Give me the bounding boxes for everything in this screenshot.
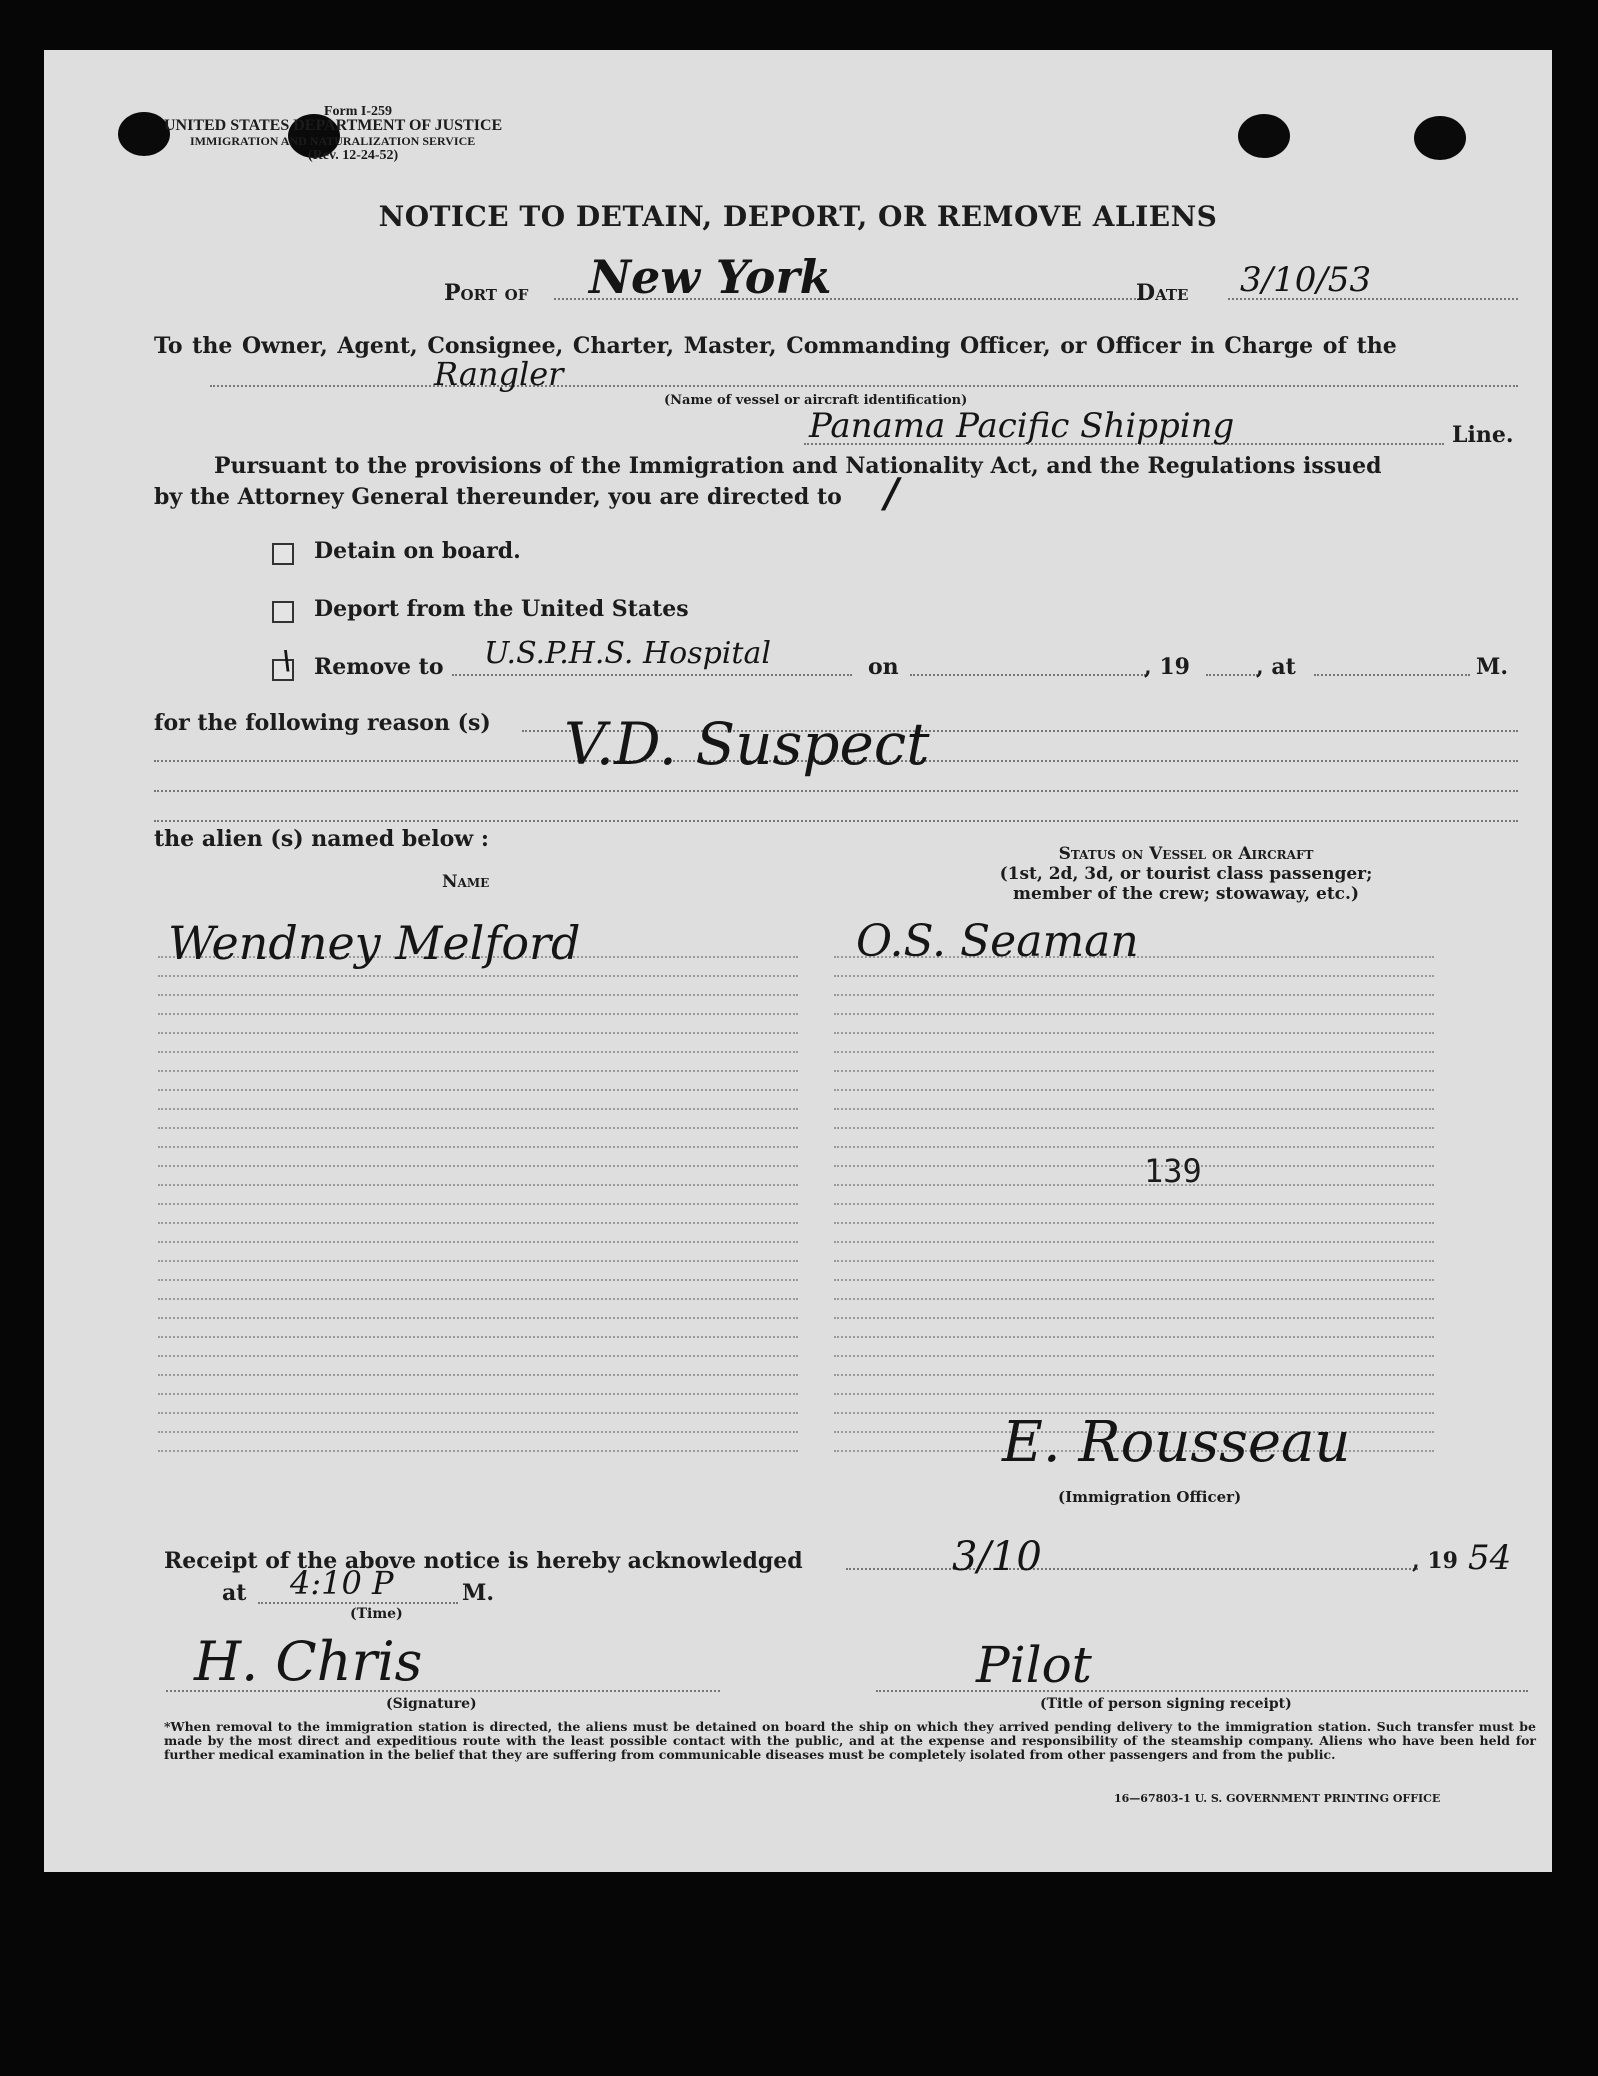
name-column-rule	[158, 1222, 798, 1224]
remove-m-label: M.	[1476, 654, 1509, 680]
status-subheader-1: (1st, 2d, 3d, or tourist class passenger;	[999, 864, 1373, 884]
reasons-line-3	[154, 790, 1518, 792]
port-value: New York	[589, 250, 832, 304]
name-column-rule	[158, 1013, 798, 1015]
name-column-rule	[158, 1374, 798, 1376]
receipt-signature: H. Chris	[194, 1630, 423, 1693]
name-column-rule	[158, 1355, 798, 1357]
name-column-rule	[158, 1051, 798, 1053]
agency-line1: UNITED STATES DEPARTMENT OF JUSTICE	[164, 117, 503, 134]
name-column-rule	[158, 1070, 798, 1072]
remove-time-line	[1314, 674, 1470, 676]
status-column-rule	[834, 1222, 1434, 1224]
status-subheader-2: member of the crew; stowaway, etc.)	[1013, 884, 1359, 904]
name-column-rule	[158, 1241, 798, 1243]
detain-checkbox[interactable]	[272, 543, 294, 565]
agency-line2: IMMIGRATION AND NATURALIZATION SERVICE	[190, 134, 476, 148]
receipt-title-caption: (Title of person signing receipt)	[1040, 1696, 1292, 1712]
name-column-rule	[158, 1412, 798, 1414]
remove-year-line	[1206, 674, 1258, 676]
name-column-rule	[158, 1127, 798, 1129]
status-column-rule	[834, 1108, 1434, 1110]
name-header: Name	[442, 872, 490, 892]
name-column-rule	[158, 1431, 798, 1433]
status-header: Status on Vessel or Aircraft	[1058, 844, 1314, 864]
vessel-caption: (Name of vessel or aircraft identification)	[664, 393, 968, 408]
name-column-rule	[158, 1317, 798, 1319]
name-column-rule	[158, 975, 798, 977]
remove-at-label: , at	[1256, 654, 1296, 680]
status-column-rule	[834, 975, 1434, 977]
status-column-rule	[834, 1032, 1434, 1034]
status-column-rule	[834, 1260, 1434, 1262]
receipt-year-label: , 19	[1412, 1548, 1458, 1574]
form-title: NOTICE TO DETAIN, DEPORT, OR REMOVE ALIENS	[378, 200, 1218, 233]
reasons-value: V.D. Suspect	[564, 710, 930, 778]
date-value: 3/10/53	[1240, 260, 1372, 300]
status-column-rule	[834, 1298, 1434, 1300]
name-column-rule	[158, 1260, 798, 1262]
form-revision: (Rev. 12-24-52)	[308, 148, 399, 163]
receipt-title-value: Pilot	[976, 1636, 1092, 1694]
remove-destination: U.S.P.H.S. Hospital	[484, 636, 771, 671]
remove-check-mark: \	[282, 646, 292, 676]
date-label: Date	[1136, 280, 1189, 306]
name-column-rule	[158, 1089, 798, 1091]
status-column-rule	[834, 1127, 1434, 1129]
status-column-rule	[834, 1051, 1434, 1053]
receipt-signature-line	[166, 1690, 720, 1692]
reasons-label: for the following reason (s)	[154, 710, 491, 736]
receipt-date: 3/10	[952, 1534, 1042, 1580]
addressee-text: To the Owner, Agent, Consignee, Charter, Master, Commanding Officer, or Officer in Charge of the	[154, 333, 1397, 359]
name-column-rule	[158, 1108, 798, 1110]
name-column-rule	[158, 1450, 798, 1452]
status-column-rule	[834, 1146, 1434, 1148]
officer-caption: (Immigration Officer)	[1058, 1488, 1242, 1506]
receipt-title-line	[876, 1690, 1528, 1692]
name-column-rule	[158, 1393, 798, 1395]
aliens-label: the alien (s) named below :	[154, 826, 489, 852]
status-column-rule	[834, 1013, 1434, 1015]
receipt-year-value: 54	[1468, 1538, 1512, 1578]
name-column-rule	[158, 1032, 798, 1034]
line-label: Line.	[1452, 422, 1514, 448]
name-column-rule	[158, 1336, 798, 1338]
vessel-value: Rangler	[434, 355, 564, 393]
receipt-time: 4:10 P	[290, 1564, 394, 1602]
receipt-time-line	[258, 1602, 458, 1604]
status-column-rule	[834, 1241, 1434, 1243]
status-column-rule	[834, 1070, 1434, 1072]
status-column-rule	[834, 1203, 1434, 1205]
remove-date-line	[910, 674, 1146, 676]
line-value: Panama Pacific Shipping	[809, 406, 1235, 446]
form-sheet	[44, 50, 1552, 1872]
punch-hole-left	[118, 112, 170, 156]
name-column-rule	[158, 1298, 798, 1300]
name-column-rule	[158, 1184, 798, 1186]
pursuant-line2: by the Attorney General thereunder, you are directed to	[154, 484, 842, 510]
receipt-signature-caption: (Signature)	[386, 1696, 477, 1712]
name-column-rule	[158, 1279, 798, 1281]
receipt-date-line	[846, 1568, 1418, 1570]
name-column-rule	[158, 1146, 798, 1148]
status-column-rule	[834, 1165, 1434, 1167]
vessel-line	[210, 385, 1518, 387]
form-number: Form I-259	[324, 104, 393, 119]
deport-label: Deport from the United States	[314, 596, 689, 622]
punch-hole-right-2	[1414, 116, 1466, 160]
remove-dest-line	[452, 674, 852, 676]
detain-label: Detain on board.	[314, 538, 521, 564]
receipt-at-label: at	[222, 1580, 247, 1606]
pursuant-mark: /	[884, 470, 899, 517]
alien-status: O.S. Seaman	[856, 916, 1139, 967]
receipt-text: Receipt of the above notice is hereby acknowledged	[164, 1548, 803, 1574]
status-column-rule	[834, 1317, 1434, 1319]
receipt-time-caption: (Time)	[350, 1606, 403, 1622]
receipt-m-label: M.	[462, 1580, 495, 1606]
remove-year-label: , 19	[1144, 654, 1190, 680]
reasons-line-4	[154, 820, 1518, 822]
pursuant-line1: Pursuant to the provisions of the Immigration and Nationality Act, and the Regulations issued	[214, 453, 1382, 479]
alien-name: Wendney Melford	[168, 916, 581, 970]
name-column-rule	[158, 994, 798, 996]
punch-hole-right	[1238, 114, 1290, 158]
status-column-rule	[834, 1184, 1434, 1186]
status-column-rule	[834, 1355, 1434, 1357]
name-column-rule	[158, 1165, 798, 1167]
stamp-number: 139	[1144, 1152, 1202, 1190]
status-column-rule	[834, 1279, 1434, 1281]
remove-label: Remove to	[314, 654, 444, 680]
status-column-rule	[834, 994, 1434, 996]
footnote: *When removal to the immigration station is directed, the aliens must be detained on board the ship on which they arrived pending delivery to the immigration station. Such transfer must be made by the most direct and expeditious route with the least possible contact with the public, and at the expense and responsibility of the steamship company. Aliens who have been held for further medical examination in the belief that they are suffering from communicable diseases must be completely isolated from other passengers and from the public.	[164, 1719, 1536, 1762]
port-label: Port of	[444, 280, 529, 306]
status-column-rule	[834, 1374, 1434, 1376]
status-column-rule	[834, 1089, 1434, 1091]
deport-checkbox[interactable]	[272, 601, 294, 623]
name-column-rule	[158, 1203, 798, 1205]
printer-line: 16—67803-1 U. S. GOVERNMENT PRINTING OFFICE	[1114, 1792, 1441, 1805]
status-column-rule	[834, 1393, 1434, 1395]
officer-signature: E. Rousseau	[1002, 1410, 1351, 1475]
status-column-rule	[834, 1336, 1434, 1338]
remove-on-label: on	[868, 654, 899, 680]
